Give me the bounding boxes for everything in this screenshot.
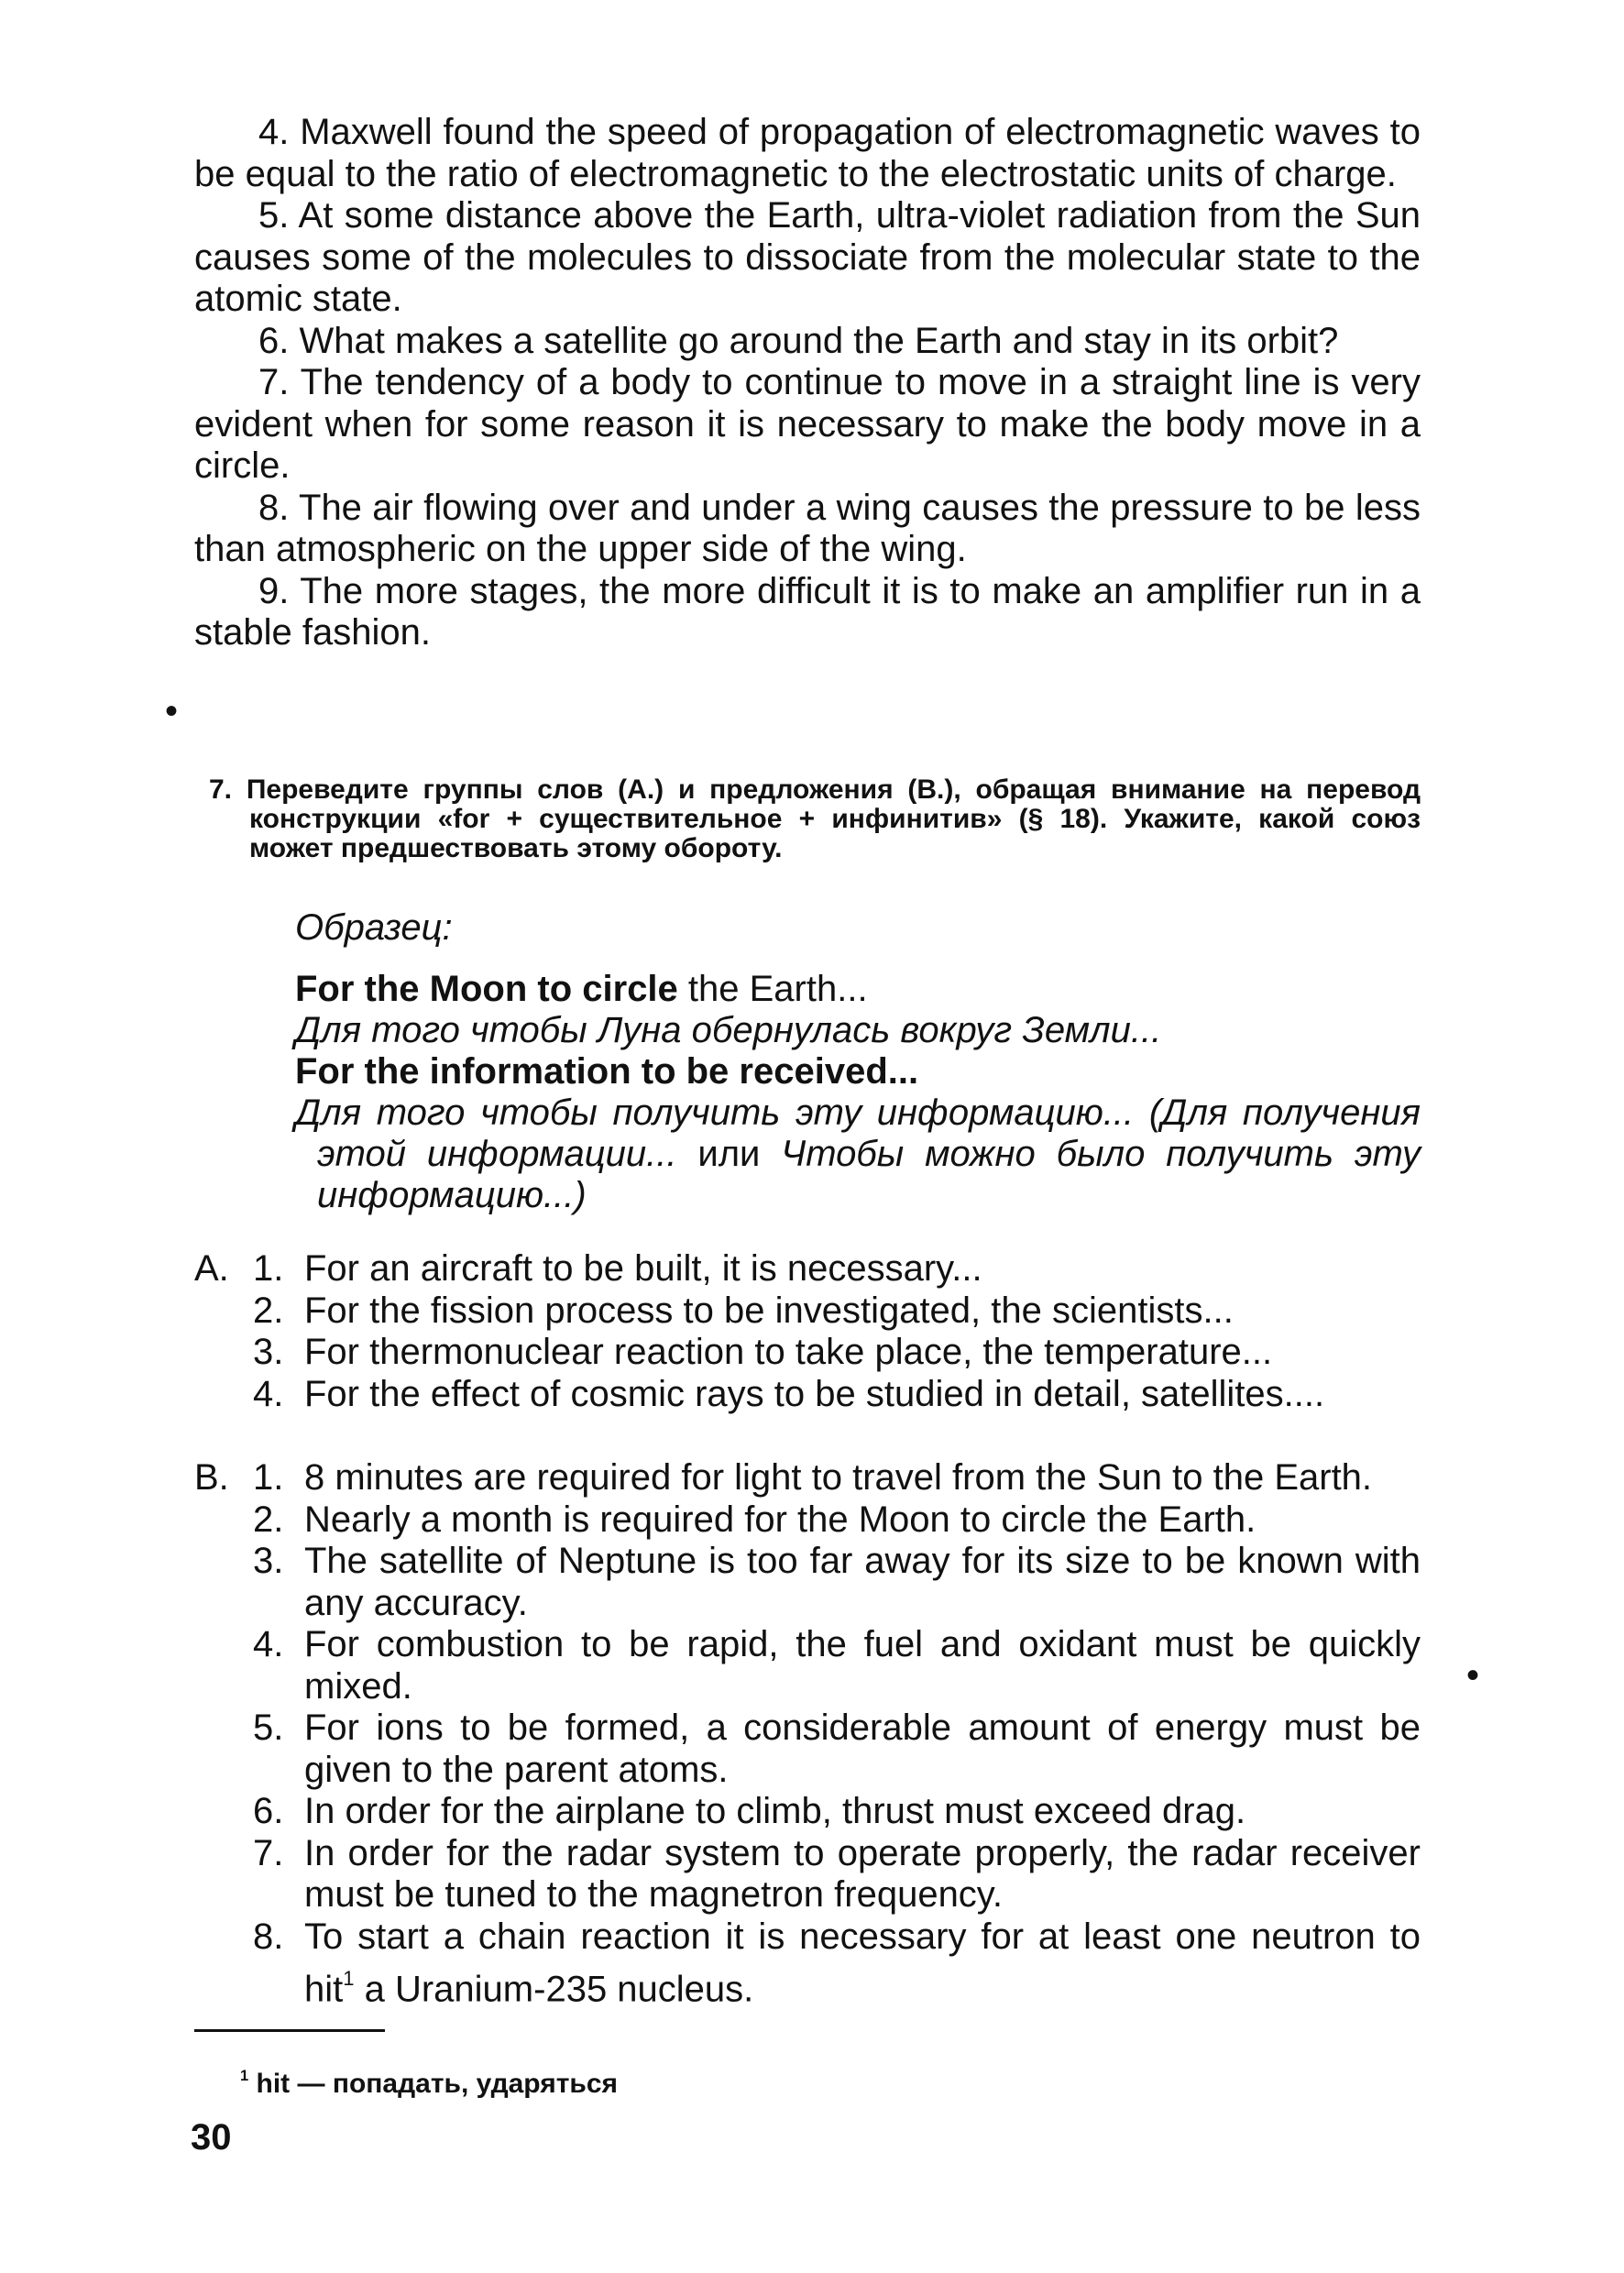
item-number: 4.	[253, 1373, 284, 1414]
sample-russian-2-conjunction: или	[697, 1134, 761, 1174]
item-text: The satellite of Neptune is too far away for its size to be known with any accuracy.	[304, 1541, 1421, 1623]
item-text-end: a Uranium-235 nucleus.	[354, 1969, 754, 2010]
list-item	[194, 1624, 1421, 1707]
sample-label: Образец:	[295, 907, 453, 948]
item-text: For ions to be formed, a considerable amount of energy must be given to the parent atoms.	[304, 1707, 1421, 1790]
sample-english-1-rest: the Earth...	[677, 969, 868, 1009]
sample-russian-2-start: Для того чтобы получить эту информацию... (Для получения этой информации...	[295, 1093, 1421, 1174]
margin-mark: •	[1466, 1655, 1480, 1696]
paragraph: 7. The tendency of a body to continue to move in a straight line is very evident when for some reason it is necessary to make the body move in a circle.	[194, 362, 1421, 486]
list-item	[194, 1916, 1421, 2012]
item-text: Nearly a month is required for the Moon to circle the Earth.	[304, 1499, 1256, 1540]
item-text: In order for the airplane to climb, thrust must exceed drag.	[304, 1791, 1246, 1831]
item-text: For the effect of cosmic rays to be studied in detail, satellites....	[304, 1373, 1325, 1414]
list-item	[194, 1374, 1421, 1416]
section-b	[194, 1457, 1421, 2011]
paragraph: 5. At some distance above the Earth, ultra-violet radiation from the Sun causes some of the molecules to dissociate from the molecular state to the atomic state.	[194, 195, 1421, 319]
sample-english-1	[295, 969, 1421, 1010]
sample-block	[295, 907, 1421, 1216]
list-item	[194, 1332, 1421, 1374]
instruction-text: 7. Переведите группы слов (A.) и предложения (B.), обращая внимание на перевод конструкции «for + существительное + инфинитив» (§ 18). Укажите, какой союз может предшествовать этому обороту.	[209, 774, 1421, 863]
item-text: 8 minutes are required for light to travel from the Sun to the Earth.	[304, 1457, 1373, 1498]
footnote-divider	[194, 2029, 385, 2032]
item-number: 7.	[253, 1832, 284, 1873]
item-text: In order for the radar system to operate properly, the radar receiver must be tuned to the magnetron frequency.	[304, 1832, 1421, 1915]
item-number: 8.	[253, 1916, 284, 1957]
item-number: 4.	[253, 1624, 284, 1664]
item-number: 1.	[253, 1248, 284, 1289]
item-number: 3.	[253, 1332, 284, 1372]
footnote-text: hit — попадать, ударяться	[248, 2069, 619, 2100]
item-number: 5.	[253, 1707, 284, 1748]
list-item	[194, 1707, 1421, 1791]
section-a	[194, 1248, 1421, 1415]
item-text: For the fission process to be investigated, the scientists...	[304, 1290, 1234, 1331]
sample-russian-1: Для того чтобы Луна обернулась вокруг Земли...	[295, 1010, 1162, 1050]
section-letter: B.	[194, 1457, 229, 1498]
paragraph: 9. The more stages, the more difficult it is to make an amplifier run in a stable fashion.	[194, 570, 1421, 653]
list-item	[194, 1833, 1421, 1916]
item-text: For combustion to be rapid, the fuel and oxidant must be quickly mixed.	[304, 1624, 1421, 1707]
list-item	[194, 1791, 1421, 1833]
exercise-instruction	[209, 775, 1421, 863]
previous-exercise-continuation	[194, 112, 1421, 654]
sample-english-1-bold: For the Moon to circle	[295, 969, 678, 1009]
list-item	[194, 1290, 1421, 1333]
footnote-reference: 1	[343, 1967, 355, 1990]
list-item	[194, 1541, 1421, 1624]
item-number: 1.	[253, 1457, 284, 1498]
sample-russian-2-end: Чтобы можно было получить эту информацию...)	[317, 1134, 1421, 1215]
item-number: 2.	[253, 1499, 284, 1540]
paragraph: 8. The air flowing over and under a wing causes the pressure to be less than atmospheric on the upper side of the wing.	[194, 487, 1421, 569]
item-number: 6.	[253, 1791, 284, 1831]
item-text: For an aircraft to be built, it is necessary...	[304, 1248, 982, 1289]
paragraph: 4. Maxwell found the speed of propagation of electromagnetic waves to be equal to the ratio of electromagnetic to the electrostatic units of charge.	[194, 112, 1421, 194]
margin-mark: •	[165, 691, 179, 731]
item-number: 2.	[253, 1290, 284, 1331]
sample-russian-2	[295, 1093, 1421, 1216]
list-item	[194, 1457, 1421, 1499]
item-text: For thermonuclear reaction to take place, the temperature...	[304, 1332, 1273, 1372]
sample-english-2: For the information to be received...	[295, 1051, 919, 1092]
paragraph: 6. What makes a satellite go around the Earth and stay in its orbit?	[258, 320, 1339, 361]
page-number: 30	[191, 2117, 232, 2158]
item-text-start: To start a chain reaction it is necessary for at least one neutron to hit	[304, 1916, 1421, 2010]
footnote-mark: 1	[240, 2068, 249, 2084]
footnote	[240, 2060, 618, 2100]
list-item	[194, 1499, 1421, 1542]
list-item	[194, 1248, 1421, 1290]
section-letter: A.	[194, 1248, 229, 1289]
item-number: 3.	[253, 1541, 284, 1581]
